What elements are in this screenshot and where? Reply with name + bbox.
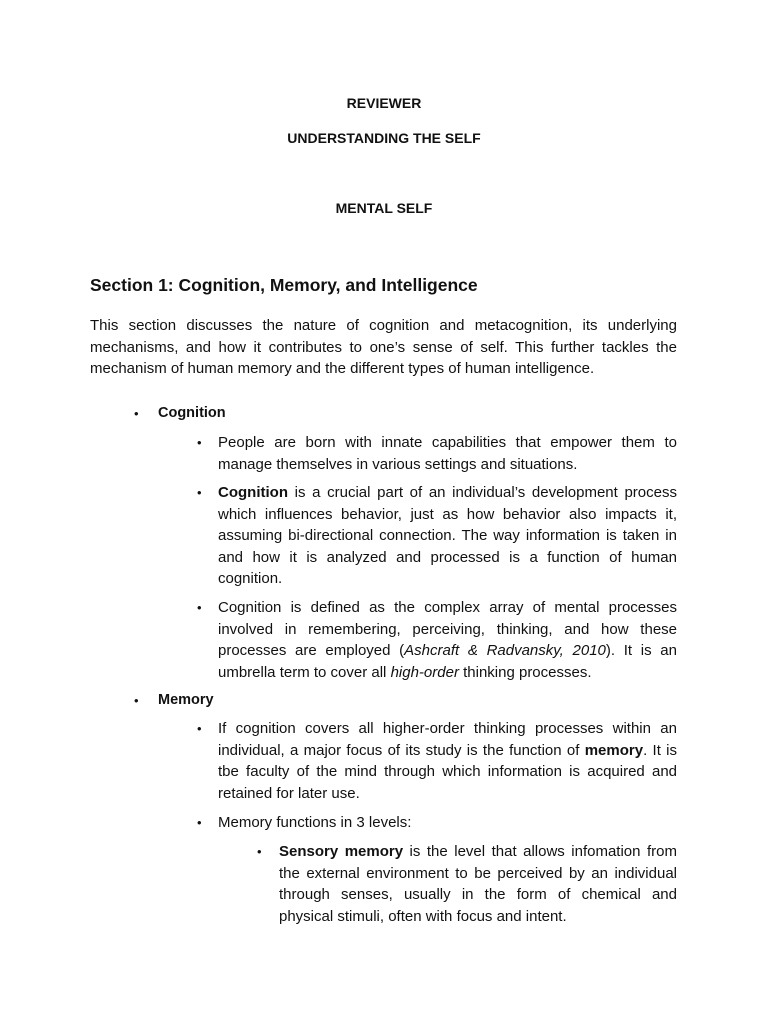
definition-text: thinking processes. bbox=[458, 663, 592, 681]
citation: Ashcraft & Radvansky, 2010 bbox=[404, 642, 606, 659]
doc-title-course: UNDERSTANDING THE SELF bbox=[287, 130, 481, 146]
memory-text: If cognition covers all higher-order thinking processes within an individual, a major focus of its study is the function of bbox=[218, 720, 677, 759]
intro-paragraph: This section discusses the nature of cognition and metacognition, its underlying mechanisms, and how it contributes to one’s sense of self. This further tackles the mechanism of human memory and the different types of human intelligence. bbox=[90, 317, 677, 377]
cognition-bullet-development bbox=[218, 482, 677, 590]
definition-text: Cognition is defined as the complex array of mental processes involved in remembering, perceiving, thinking, and how these processes are employed ( bbox=[218, 599, 677, 659]
memory-term: memory bbox=[584, 741, 644, 759]
memory-text: . It is tbe faculty of the mind through which information is acquired and retained for later use. bbox=[218, 741, 677, 802]
emphasis-term: high-order bbox=[390, 663, 459, 681]
bullet-marker: • bbox=[197, 485, 202, 500]
bullet-marker: • bbox=[197, 815, 202, 830]
memory-bullet-levels: Memory functions in 3 levels: bbox=[218, 814, 412, 831]
bullet-marker: • bbox=[197, 600, 202, 615]
definition-text: ). It is an umbrella term to cover all bbox=[218, 642, 677, 681]
memory-heading: Memory bbox=[158, 692, 214, 708]
cognition-bullet-definition bbox=[218, 597, 677, 683]
cognition-bullet-innate: People are born with innate capabilities that empower them to manage themselves in various settings and situations. bbox=[218, 434, 677, 473]
bullet-marker: • bbox=[134, 406, 139, 421]
cognition-bullet-text: is a crucial part of an individual’s development process which influences behavior, just as how behavior also impacts it, assuming bi-directional connection. The way information is taken in and how it is analyzed and processed is a function of human cognition. bbox=[218, 484, 677, 587]
bullet-marker: • bbox=[197, 721, 202, 736]
doc-title-reviewer: REVIEWER bbox=[346, 95, 422, 111]
cognition-term: Cognition bbox=[218, 484, 288, 501]
cognition-heading: Cognition bbox=[158, 405, 226, 421]
sensory-memory-text: is the level that allows infomation from the external environment to be perceived by an individual through senses, usually in the form of chemical and physical stimuli, often with focus and intent. bbox=[279, 843, 677, 925]
memory-bullet-focus bbox=[218, 718, 677, 804]
section-heading: Section 1: Cognition, Memory, and Intelligence bbox=[90, 275, 478, 295]
doc-title-topic: MENTAL SELF bbox=[335, 200, 433, 216]
sensory-memory-bullet bbox=[279, 841, 677, 927]
bullet-marker: • bbox=[257, 844, 262, 859]
sensory-memory-term: Sensory memory bbox=[279, 843, 404, 860]
bullet-marker: • bbox=[134, 693, 139, 708]
bullet-marker: • bbox=[197, 435, 202, 450]
